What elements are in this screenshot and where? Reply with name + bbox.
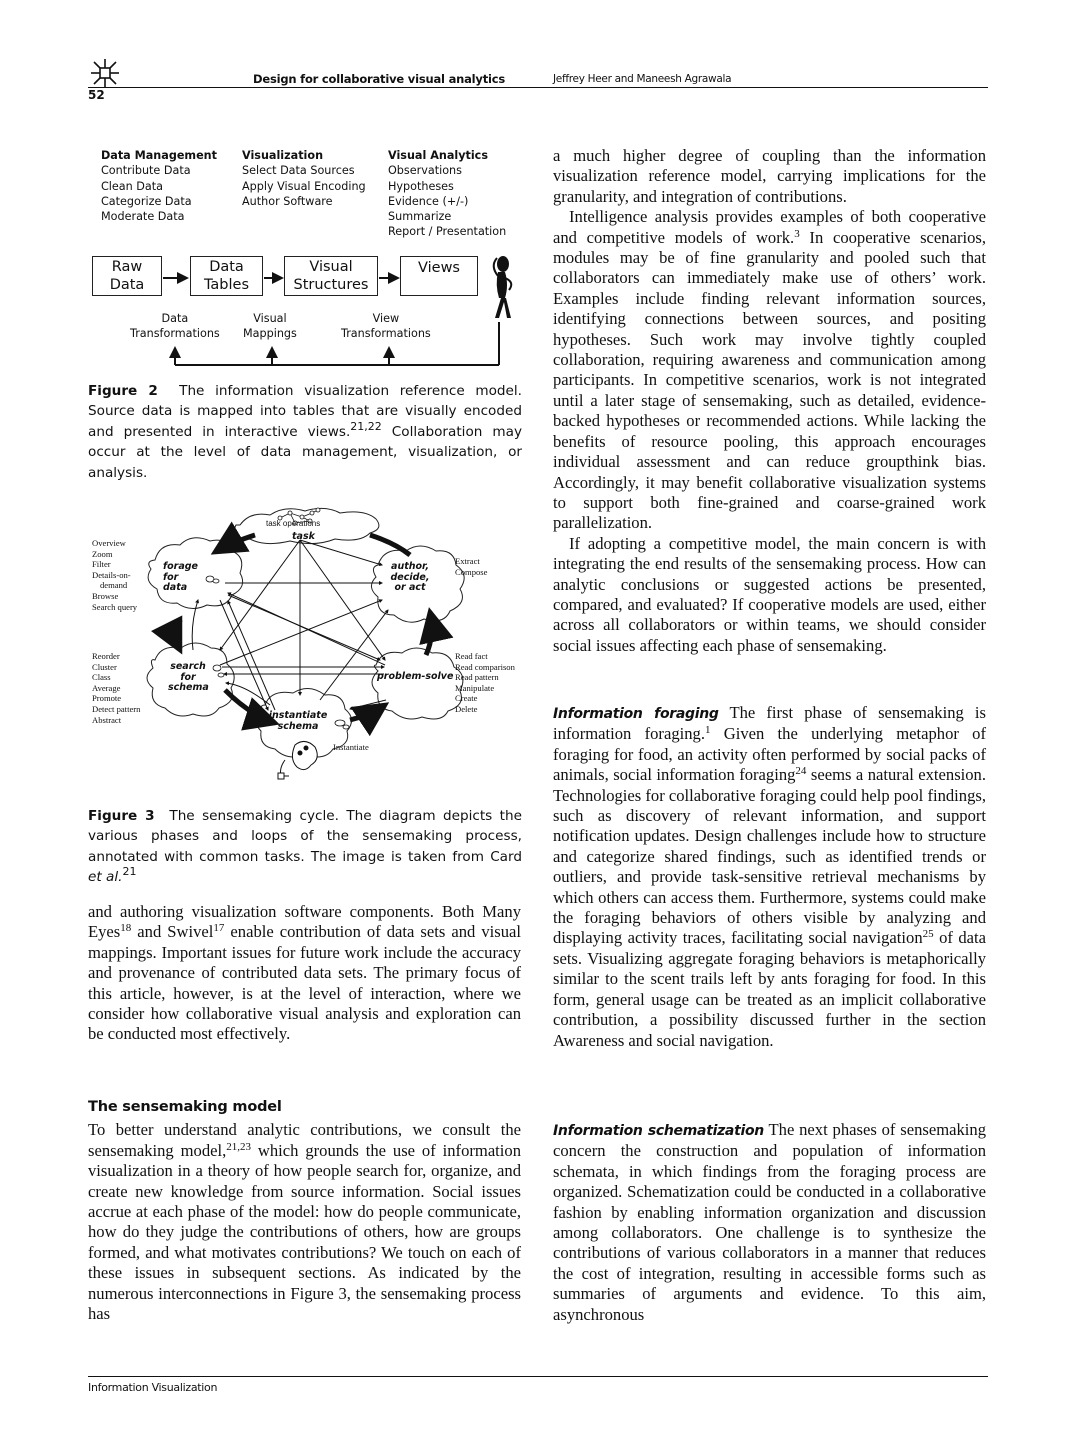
search-task-list [92, 651, 140, 725]
footer-rule [88, 1376, 988, 1377]
transform-label: Transformations [341, 327, 431, 340]
category-item: Report / Presentation [388, 225, 507, 239]
figure-3-caption [88, 806, 522, 888]
left-column-text [88, 902, 521, 1045]
text: and Swivel [131, 922, 214, 942]
task-item: Details-on- [92, 569, 131, 580]
problem-solve-task-list [455, 651, 515, 715]
sensemaking-diagram [140, 505, 520, 790]
author-task-list [455, 556, 487, 577]
task-item: Class [92, 672, 111, 683]
running-authors: Jeffrey Heer and Maneesh Agrawala [553, 73, 732, 85]
instantiate-task-list [333, 742, 369, 753]
node-forage-for-data [163, 562, 203, 594]
stage-label: Raw [111, 259, 143, 275]
forage-task-list [92, 538, 137, 612]
node-label-line: schema [168, 682, 209, 693]
category-item: Evidence (+/-) [388, 194, 469, 208]
task-item: Zoom [92, 548, 113, 559]
category-item: Apply Visual Encoding [242, 179, 366, 193]
text: seems a natural extension. Technologies for collaborative foraging could help pool findings, such as discovery of relevant information, and support notification updates. Design challenges include how to structure and categorize shared findings, such as identified trends or outliers, and provide task-sensitive retrieval mechanisms by which others can access them. Furthermore, systems could make the foraging behaviors of others visible by analyzing and displaying activity traces, facilitating social navigation [553, 765, 987, 948]
node-label-line: or act [394, 582, 426, 593]
task-item: Create [455, 693, 478, 704]
sensemaking-section [88, 1097, 521, 1324]
text: which grounds the use of information visualization in a theory of how people search for, organize, and create new knowledge from source information. Social issues accrue at each phase of the model: how do people communicate, how do they judge the contributions of others, how are groups formed, and what motivates contributions? We touch on each of these issues in subsequent sections. As indicated by the numerous interconnections in Figure 3, the sensemaking process has [88, 1140, 521, 1324]
page-number: 52 [88, 88, 105, 102]
paragraph [553, 703, 986, 1051]
category-item: Categorize Data [101, 194, 192, 208]
person-icon [494, 256, 512, 318]
category-item: Hypotheses [388, 179, 454, 193]
task-item: Instantiate [333, 742, 369, 752]
task-operations-label: task operations [266, 519, 321, 528]
category-item: Moderate Data [101, 210, 185, 224]
right-column-text [553, 146, 986, 656]
information-schematization-section [553, 1120, 986, 1325]
paragraph [88, 1120, 521, 1324]
paragraph: a much higher degree of coupling than the information visualization reference model, carrying implications for the granularity, and integration of contributions. [553, 146, 986, 206]
category-heading: Data Management [101, 149, 217, 162]
citation: 25 [922, 928, 934, 941]
node-label-line: decide, [390, 571, 430, 583]
stage-label: Tables [203, 277, 250, 293]
transform-label: Mappings [243, 327, 297, 340]
task-item: Reorder [92, 651, 120, 661]
task-item: Detect pattern [92, 703, 141, 714]
node-label-line: instantiate [268, 710, 328, 721]
transform-visual-mappings [243, 311, 297, 341]
text: The first phase of sensemaking is information foraging. [553, 703, 986, 744]
figure-2-caption [88, 381, 522, 483]
category-heading: Visual Analytics [388, 149, 488, 162]
paragraph: If adopting a competitive model, the main concern is with integrating the end results of the sensemaking process. How can analytic conclusions or suggested actions be presented, compared, and evaluated? If cooperative models are used, either across all collaborators or within teams, we should consider social issues affecting each phase of sensemaking. [553, 533, 986, 655]
task-item: Overview [92, 538, 126, 548]
transform-label: View [372, 312, 400, 325]
task-item: Read pattern [455, 672, 499, 683]
node-label-line: for data [163, 571, 188, 593]
node-label-line: forage [163, 561, 198, 572]
caption-text: et al. [88, 869, 123, 886]
transform-label: Data [161, 312, 189, 325]
paragraph [553, 1120, 986, 1325]
task-item: Promote [92, 693, 122, 704]
section-heading: The sensemaking model [88, 1099, 282, 1115]
header-rule [88, 87, 988, 88]
pipeline-arrows [85, 250, 525, 370]
caption-text: Collaboration may occur at the level of data management, visualization, or analysis. [88, 423, 522, 481]
stage-label: Data [209, 259, 244, 275]
category-visualization [242, 148, 366, 209]
task-item: Read comparison [455, 661, 515, 672]
runin-heading: Information foraging [553, 706, 719, 722]
task-item: demand [100, 580, 128, 591]
category-item: Select Data Sources [242, 164, 355, 178]
category-item: Author Software [242, 194, 333, 208]
category-item: Contribute Data [101, 164, 191, 178]
task-item: Browse [92, 590, 119, 601]
citation: 21 [122, 865, 137, 879]
citation: 21,23 [226, 1140, 251, 1153]
stage-label: Visual [309, 259, 353, 275]
category-item: Clean Data [101, 179, 164, 193]
paragraph [553, 207, 986, 534]
node-instantiate-schema [268, 711, 328, 732]
caption-label: Figure 2 [88, 383, 158, 399]
text: The next phases of sensemaking concern the construction and population of information schemata, in which findings from the foraging process are organized. Schematization could be conducted in a collaborative fashion by enabling information organization and discussion among collaborators. One challenge is to synthesize the contributions of various collaborators in a manner that reduces the cost of integration, resulting in accessible forms such as summaries of arguments and evidence. To this aim, asynchronous [553, 1120, 986, 1324]
citation: 3 [794, 227, 800, 240]
category-data-management [101, 148, 217, 224]
text: of data sets. Visualizing aggregate foraging behaviors is metaphorically similar to the scent trails left by ants foraging for food. In this form, general usage can be treated as an implicit collaborative contribution, a possibility discussed further in the section Awareness and social navigation. [553, 928, 986, 1050]
caption-text: The information visualization reference model. Source data is mapped into tables that are visually encoded and presented in interactive views. [88, 383, 522, 440]
task-item: Compose [455, 566, 488, 577]
node-label-line: author, [391, 561, 429, 572]
stage-label: Data [109, 277, 145, 293]
journal-star-icon [90, 58, 120, 88]
task-item: Average [92, 682, 121, 693]
running-title: Design for collaborative visual analytics [253, 72, 506, 86]
text: To better understand analytic contributions, we consult the sensemaking model, [88, 1120, 521, 1160]
node-task: task [292, 531, 315, 542]
task-item: Manipulate [455, 682, 495, 693]
information-foraging-section [553, 703, 986, 1051]
paragraph [88, 902, 521, 1045]
citation: 1 [704, 724, 711, 737]
node-label-line: search [170, 661, 206, 672]
task-item: Delete [455, 703, 478, 714]
category-item: Summarize [388, 210, 452, 224]
task-item: Read fact [455, 651, 488, 661]
caption-text: The sensemaking cycle. The diagram depicts the various phases and loops of the sensemaking process, annotated with common tasks. The image is taken from Card [88, 808, 522, 865]
node-author-decide-act [390, 562, 430, 594]
node-problem-solve: problem-solve [377, 671, 454, 682]
category-item: Observations [388, 164, 462, 178]
task-item: Filter [92, 559, 111, 570]
text: Intelligence analysis provides examples of both cooperative and competitive models of work. [553, 207, 986, 247]
transform-label: Transformations [130, 327, 220, 340]
transform-label: Visual [253, 312, 287, 325]
problem-solve-cloud [372, 648, 463, 719]
node-search-for-schema [168, 662, 208, 694]
runin-heading: Information schematization [553, 1123, 764, 1139]
stage-label: Structures [293, 277, 369, 293]
task-item: Extract [455, 556, 480, 566]
category-heading: Visualization [242, 149, 324, 162]
journal-name: Information Visualization [88, 1381, 218, 1394]
transform-view [341, 311, 431, 341]
task-item: Search query [92, 601, 138, 612]
task-item: Cluster [92, 661, 117, 672]
task-item: Abstract [92, 714, 122, 725]
node-label-line: for [180, 671, 196, 683]
stage-label: Views [418, 260, 460, 276]
citation: 18 [120, 922, 132, 935]
citation: 24 [795, 765, 807, 778]
citation: 17 [213, 922, 225, 935]
category-visual-analytics [388, 148, 506, 240]
citation: 21,22 [350, 419, 382, 433]
caption-label: Figure 3 [88, 808, 155, 824]
transform-data [130, 311, 220, 341]
text: and authoring visualization software components. Both Many Eyes [88, 902, 521, 942]
text: Given the underlying metaphor of foraging for food, an activity often performed by social packs of animals, social information foraging [553, 724, 986, 785]
text: In cooperative scenarios, modules may be of fine granularity and pooled such that collaborators can immediately make use of others’ work. Examples include finding relevant information sources, identifying connections between sources, and positing hypotheses. Such work may involve tightly coupled collaboration, requiring awareness and communication among participants. In competitive scenarios, work is not integrated until a later stage of sensemaking, such as detailed, evidence-backed hypotheses or recommended actions. While lacking the benefits of resource pooling, this approach encourages individual assessment and can reduce groupthink bias. Accordingly, it may benefit collaborative visualization systems to support both fine-grained and coarse-grained work parallelization. [553, 227, 986, 533]
node-label-line: schema [277, 720, 319, 732]
text: enable contribution of data sets and visual mappings. Important issues for future work include the accuracy and provenance of contributed data sets. The primary focus of this article, however, is at the level of interaction, where we consider how collaborative visual analysis and exploration can be conducted most effectively. [88, 922, 521, 1044]
